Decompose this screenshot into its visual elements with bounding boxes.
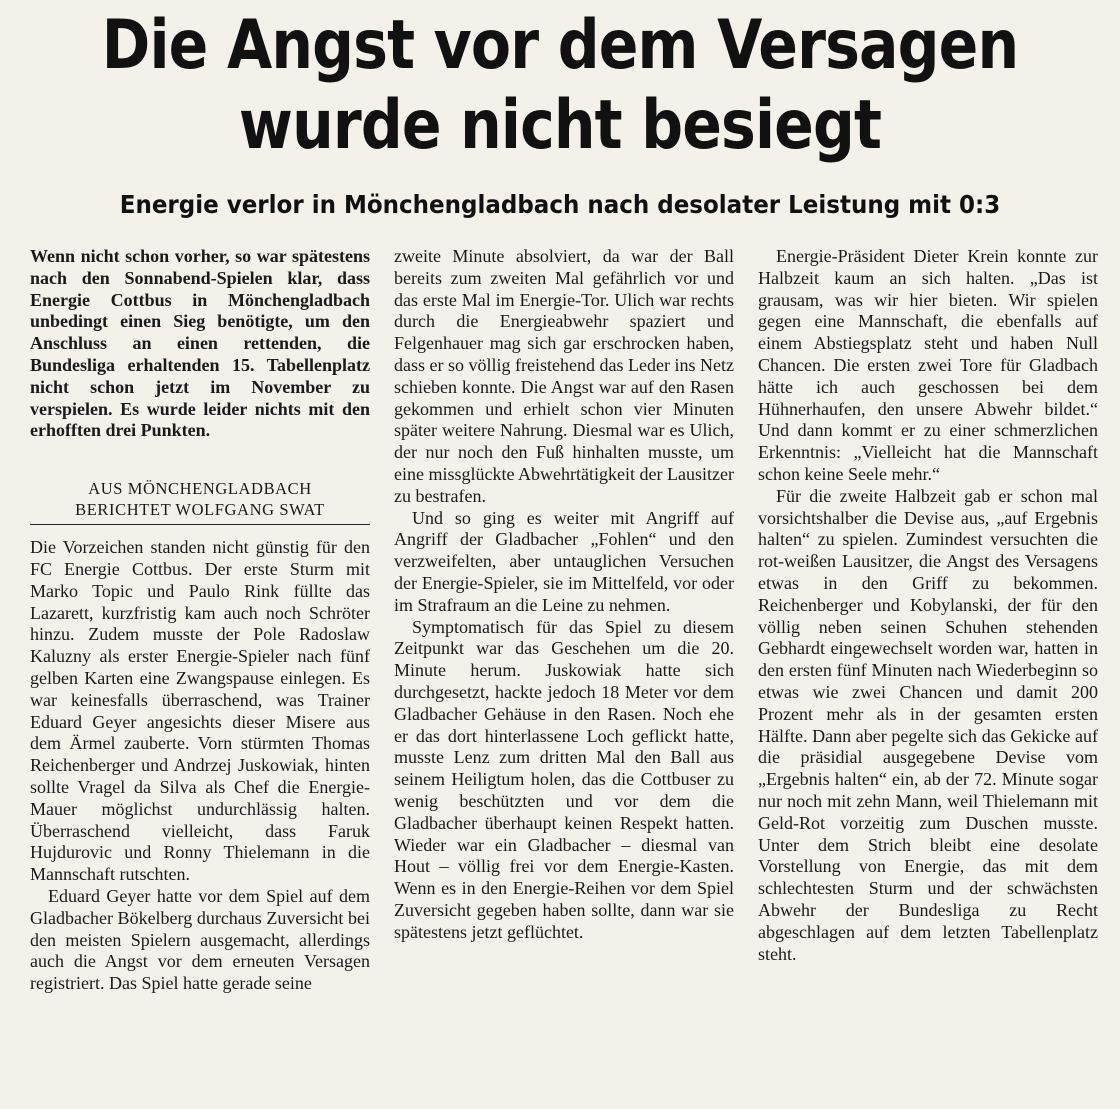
body-paragraph: Symptomatisch für das Spiel zu diesem Zeitpunkt war das Geschehen um die 20. Minute herum. Juskowiak hatte sich durchgesetzt, hackte jedoch 18 Meter vor dem Gladbacher Gehäuse in den Rasen. Noch ehe er das dort hinterlassene Loch geflickt hatte, musste Lenz zum dritten Mal den Ball aus seinem Heiligtum holen, das die Cottbuser zu wenig beschützten und vor dem die Gladbacher überhaupt keinen Respekt hatten. Wieder war ein Gladbacher – diesmal van Hout – völlig frei vor dem Energie-Kasten. Wenn es in den Energie-Reihen vor dem Spiel Zuversicht gegeben haben sollte, dann war sie spätestens jetzt geflüchtet. xyxy=(394,616,734,942)
column-2 xyxy=(394,246,734,944)
paragraph-part: zweite Minute absolviert, da war der Ball bereits zum zweiten Mal gefährlich vor und das erste Mal im Energie-Tor. Ulich war rechts durch die Energieabwehr spaziert und Felgenhauer mag sich gar erschrocken haben, dass er so völlig freistehend das Leder ins Netz schieben konnte. Die Angst war auf den Rasen gekommen und erhielt schon vier Minuten später weitere Nahrung. Diesmal war es Ulich, der nur noch den Fuß hinhalten musste, um eine missglückte Abwehrtätigkeit der Lausitzer zu bestrafen. xyxy=(394,246,734,506)
body-paragraph: Energie-Präsident Dieter Krein konnte zur Halbzeit kaum an sich halten. „Das ist grausam, was wir hier bieten. Wir spielen gegen eine Mannschaft, die ebenfalls auf einem Abstiegsplatz steht und haben Null Chancen. Die ersten zwei Tore für Gladbach hätte ich auch geschossen bei dem Hühnerhaufen, den unsere Abwehr bildet.“ Und dann kommt er zu einer schmerzlichen Erkenntnis: „Vielleicht hat die Mannschaft schon keine Seele mehr.“ xyxy=(758,246,1098,484)
byline-location: AUS MÖNCHENGLADBACH xyxy=(88,479,312,499)
headline-line-1: Die Angst vor dem Versagen xyxy=(101,6,1019,85)
byline-author: BERICHTET WOLFGANG SWAT xyxy=(75,500,325,520)
body-paragraph: Und so ging es weiter mit Angriff auf Angriff der Gladbacher „Fohlen“ und den verzweifelten, aber untauglichen Versuchen der Energie-Spieler, sie im Mittelfeld, vor oder im Strafraum an die Leine zu nehmen. xyxy=(394,507,734,615)
headline-line-2: wurde nicht besiegt xyxy=(238,86,882,165)
column-3 xyxy=(758,246,1098,965)
headline xyxy=(78,6,1041,166)
body-paragraph: Für die zweite Halbzeit gab er schon mal vorsichtshalber die Devise aus, „auf Ergebnis halten“ zu spielen. Zumindest versuchten die rot-weißen Lausitzer, die Angst des Versagens etwas in den Griff zu bekommen. Reichenberger und Kobylanski, der für den völlig neben seinen Schuhen stehenden Gebhardt eingewechselt worden war, hatten in den ersten fünf Minuten nach Wiederbeginn so etwas wie zwei Chancen und damit 200 Prozent mehr als in der gesamten ersten Hälfte. Dann aber pegelte sich das Gekicke auf die präsidial ausgegebene Devise vom „Ergebnis halten“ ein, ab der 72. Minute sogar nur noch mit zehn Mann, weil Thielemann mit Geld-Rot vorzeitig zum Duschen musste. Unter dem Strich bleibt eine desolate Vorstellung von Energie, das mit dem schlechtesten Sturm und der schwächsten Abwehr der Bundesliga zu Recht abgeschlagen auf dem letzten Tabellenplatz steht. xyxy=(758,485,1098,964)
paragraph-part: Eduard Geyer hatte vor dem Spiel auf dem Gladbacher Bökelberg durchaus Zuversicht bei den meisten Spielern ausgemacht, allerdings auch die Angst vor dem erneuten Versagen registriert. Das Spiel hatte gerade seine xyxy=(30,885,370,994)
subheadline: Energie verlor in Mönchengladbach nach desolater Leistung mit 0:3 xyxy=(119,190,1001,219)
column-1 xyxy=(30,246,370,995)
body-paragraph: Die Vorzeichen standen nicht günstig für den FC Energie Cottbus. Der erste Sturm mit Marko Topic und Paulo Rink füllte das Lazarett, kurzfristig kam auch noch Schröter hinzu. Zudem musste der Pole Radoslaw Kaluzny als erster Energie-Spieler nach fünf gelben Karten eine Zwangspause einlegen. Es war keinesfalls überraschend, was Trainer Eduard Geyer angesichts dieser Misere aus dem Ärmel zauberte. Vorn stürmten Thomas Reichenberger und Andrzej Juskowiak, hinten sollte Vragel da Silva als Chef die Energie-Mauer möglichst undurchlässig halten. Überraschend vielleicht, dass Faruk Hujdurovic und Ronny Thielemann in die Mannschaft rutschten. xyxy=(30,537,370,885)
lead-paragraph: Wenn nicht schon vorher, so war spätestens nach den Sonnabend-Spielen klar, dass Energie Cottbus in Mönchengladbach unbedingt einen Sieg benötigte, um den Anschluss an einen rettenden, die Bundesliga erhaltenden 15. Tabellenplatz nicht schon jetzt im November zu verspielen. Es wurde leider nichts mit den erhofften drei Punkten. xyxy=(30,246,370,441)
body-paragraph xyxy=(30,886,370,995)
byline xyxy=(30,478,370,525)
body-paragraph-continued xyxy=(394,246,734,508)
